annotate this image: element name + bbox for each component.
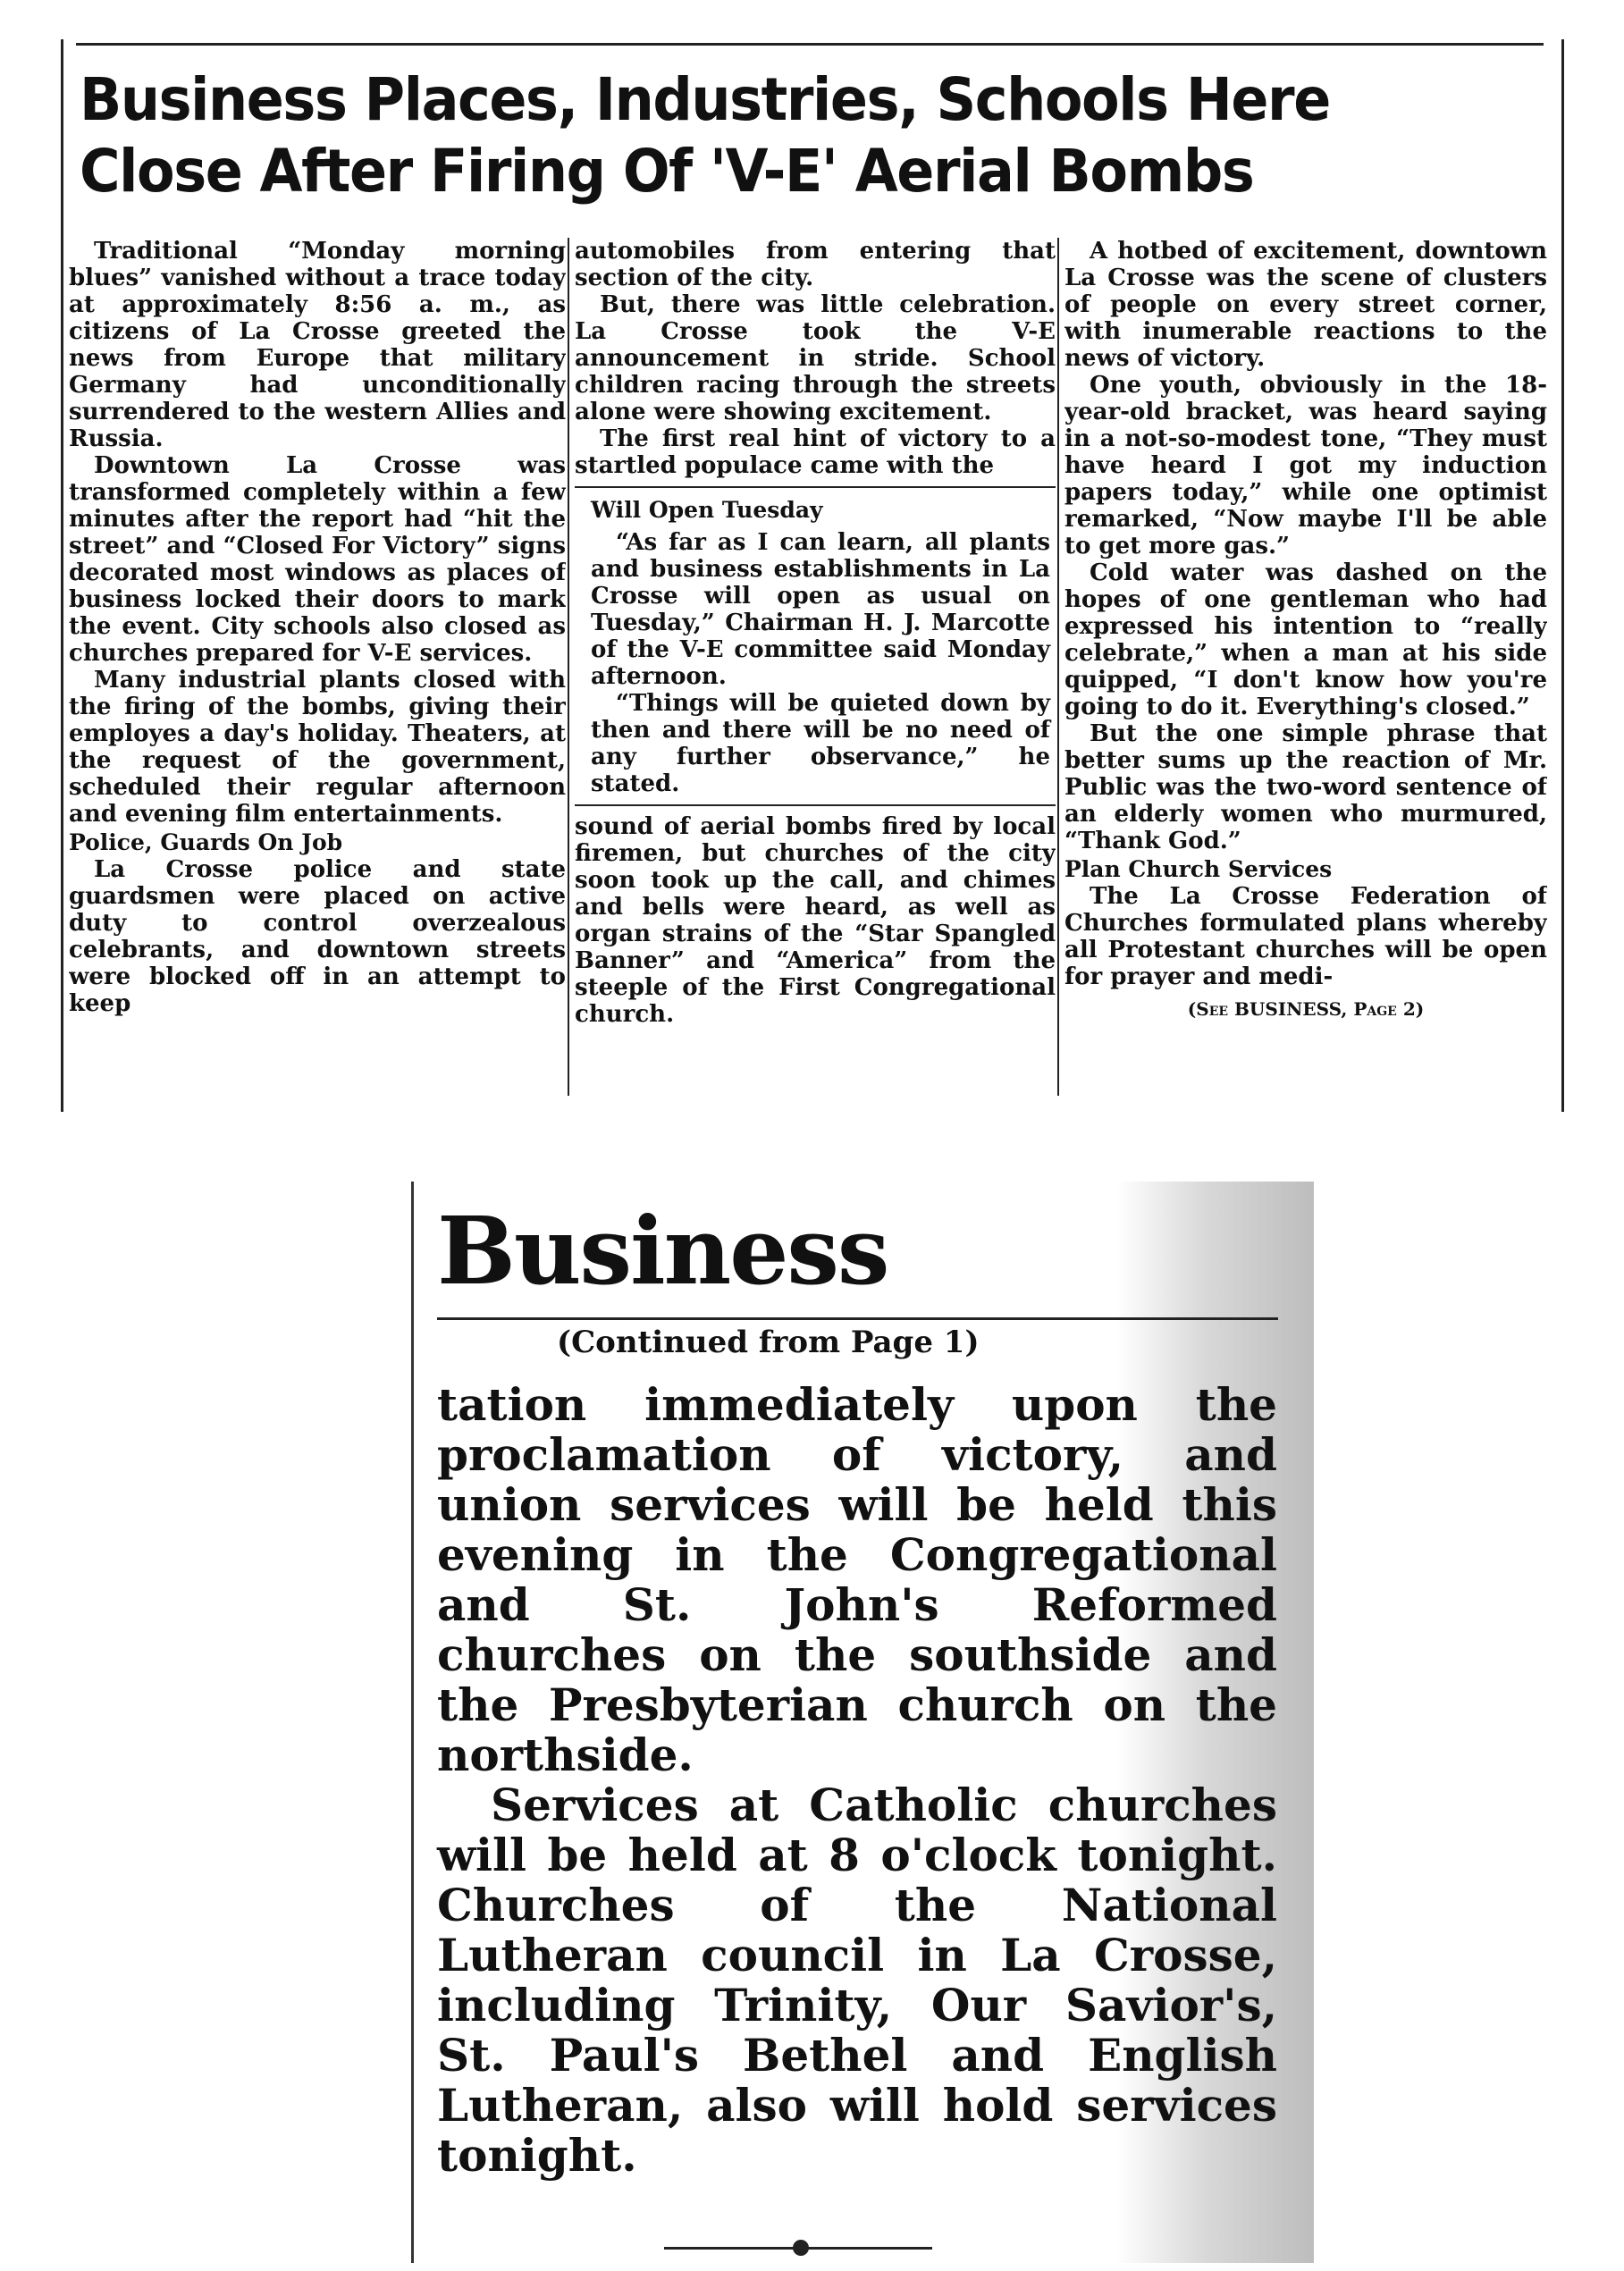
article-columns	[63, 238, 1561, 1096]
paragraph: “As far as I can learn, all plants and business establishments in La Crosse will open as usual on Tuesday,” Chairman H. J. Marcotte of the V-E committee said Monday afternoon.	[591, 529, 1050, 690]
sidebar-box	[575, 486, 1056, 806]
paragraph: tation immediately upon the proclamation of victory, and union services will be held this evening in the Congregational and St. John's Reformed churches on the southside and the Presbyterian church on the northside.	[437, 1378, 1277, 1781]
continuation-clipping	[411, 1182, 1314, 2263]
top-rule	[76, 43, 1544, 46]
paragraph: But the one simple phrase that better sums up the reaction of Mr. Public was the two-word sentence of an elderly women who murmured, “Thank God.”	[1064, 720, 1547, 854]
box-heading: Will Open Tuesday	[591, 497, 823, 523]
paragraph: sound of aerial bombs fired by local firemen, but churches of the city soon took up the call, and chimes and bells were heard, as well as organ strains of the “Star Spangled Banner” and “America” from the steeple of the First Congregational church.	[575, 813, 1056, 1028]
paragraph: Traditional “Monday morning blues” vanished without a trace today at approximately 8:56 a. m., as citizens of La Crosse greeted the news from Europe that military Germany had unconditionally surrendered to the western Allies and Russia.	[69, 238, 566, 452]
paragraph: Cold water was dashed on the hopes of one gentleman who had expressed his intention to “really celebrate,” when a man at his side quipped, “I don't know how you're going to do it. Everything's closed.”	[1064, 559, 1547, 720]
subhead-church-services: Plan Church Services	[1064, 856, 1333, 882]
paragraph: The La Crosse Federation of Churches formulated plans whereby all Protestant churches will be open for prayer and medi-	[1064, 883, 1547, 990]
headline	[80, 64, 1441, 207]
end-dot	[793, 2240, 809, 2256]
headline-line-2: Close After Firing Of 'V-E' Aerial Bombs	[80, 137, 1254, 206]
paragraph: “Things will be quieted down by then and there will be no need of any further observance,” he stated.	[591, 690, 1050, 797]
jump-line: (See BUSINESS, Page 2)	[1187, 998, 1425, 1020]
paragraph: But, there was little celebration. La Crosse took the V-E announcement in stride. School children racing through the streets alone were showing excitement.	[575, 291, 1056, 425]
column-1	[69, 238, 566, 1096]
column-2	[575, 238, 1056, 1096]
column-3	[1064, 238, 1547, 1096]
kicker-rule	[437, 1317, 1278, 1320]
subhead-police-guards: Police, Guards On Job	[69, 829, 343, 855]
paragraph: Many industrial plants closed with the firing of the bombs, giving their employes a day's holiday. Theaters, at the request of the government, scheduled their regular afternoon and evening film entertainments.	[69, 667, 566, 828]
front-page-clipping	[61, 39, 1564, 1112]
continuation-kicker: Business	[437, 1196, 888, 1306]
paragraph: automobiles from entering that section of the city.	[575, 238, 1056, 291]
paragraph: Services at Catholic churches will be held at 8 o'clock tonight. Churches of the National Lutheran council in La Crosse, including Trinity, Our Savior's, St. Paul's Bethel and English Lutheran, also will hold services tonight.	[437, 1779, 1277, 2182]
continued-line: (Continued from Page 1)	[557, 1325, 980, 1360]
paragraph: The first real hint of victory to a startled populace came with the	[575, 425, 1056, 479]
paragraph: La Crosse police and state guardsmen were placed on active duty to control overzealous celebrants, and downtown streets were blocked off in an attempt to keep	[69, 856, 566, 1017]
continuation-body	[437, 1380, 1277, 2181]
paragraph: One youth, obviously in the 18-year-old bracket, was heard saying in a not-so-modest tone, “They must have heard I got my induction papers today,” while one optimist remarked, “Now maybe I'll be able to get more gas.”	[1064, 372, 1547, 559]
paragraph: Downtown La Crosse was transformed completely within a few minutes after the report had “hit the street” and “Closed For Victory” signs decorated most windows as places of business locked their doors to mark the event. City schools also closed as churches prepared for V-E services.	[69, 452, 566, 667]
paragraph: A hotbed of excitement, downtown La Crosse was the scene of clusters of people on every street corner, with inumerable reactions to the news of victory.	[1064, 238, 1547, 372]
headline-line-1: Business Places, Industries, Schools Here	[80, 65, 1330, 134]
